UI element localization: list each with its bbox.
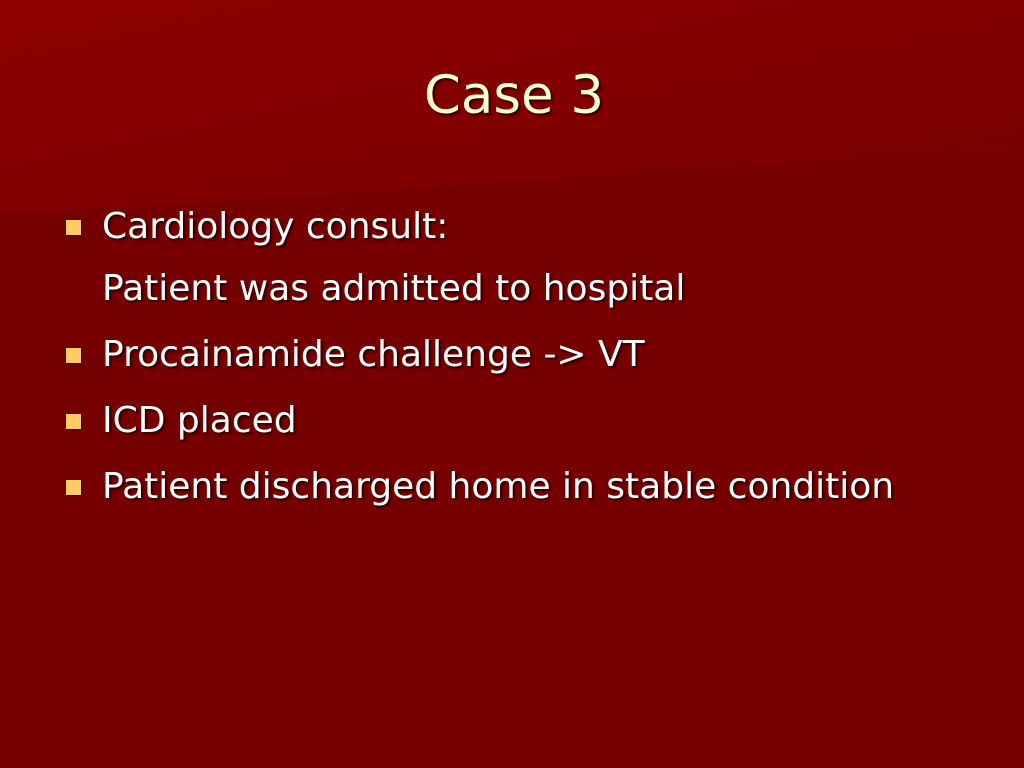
slide-title: Case 3 [423,65,605,126]
square-bullet-icon [66,480,81,495]
bullet-text: Patient discharged home in stable condition [102,466,895,507]
bullet-subtext: Patient was admitted to hospital [102,268,686,309]
bullet-text: Cardiology consult: [102,206,449,247]
square-bullet-icon [66,220,81,235]
bullet-list [66,200,986,526]
bullet-item-icd-placed [66,394,986,448]
bullet-item-cardiology-consult [66,200,986,316]
bullet-item-patient-discharged [66,460,986,514]
bullet-text: Procainamide challenge -> VT [102,334,645,375]
square-bullet-icon [66,348,81,363]
bullet-item-procainamide-challenge [66,328,986,382]
square-bullet-icon [66,414,81,429]
bullet-text: ICD placed [102,400,297,441]
